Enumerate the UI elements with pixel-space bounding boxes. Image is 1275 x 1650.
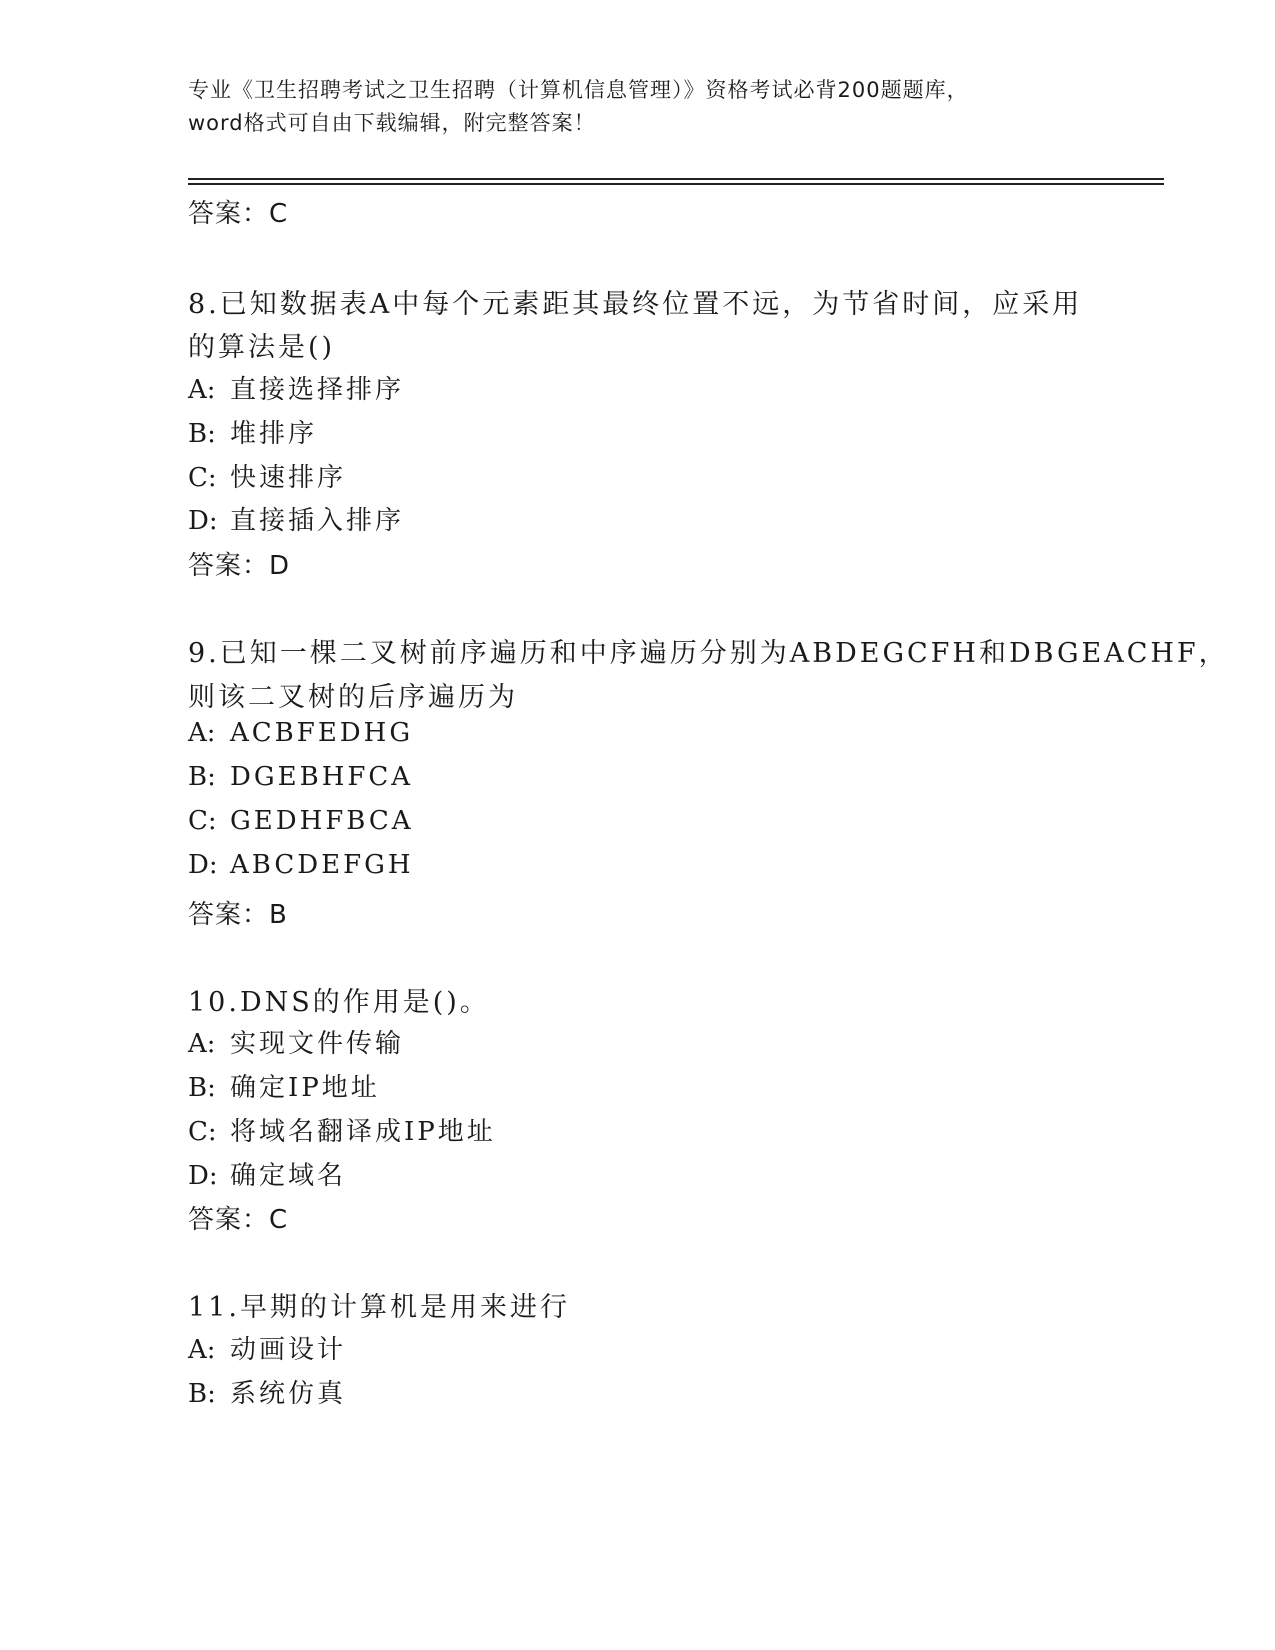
option-text: 快速排序: [230, 463, 347, 493]
question-9-option-a: [188, 718, 413, 748]
option-text: ACBFEDHG: [230, 718, 414, 748]
option-letter: D:: [188, 850, 218, 880]
option-text: 动画设计: [230, 1335, 347, 1365]
option-letter: C:: [188, 806, 217, 836]
question-10-option-a: [188, 1023, 404, 1060]
question-11-stem: 11.早期的计算机是用来进行: [188, 1292, 570, 1323]
answer-q8: 答案：D: [188, 551, 291, 581]
option-letter: D:: [188, 506, 218, 536]
document-header: [188, 74, 1088, 140]
question-8-option-b: [188, 413, 317, 450]
option-letter: A:: [188, 375, 216, 405]
answer-q10: 答案：C: [188, 1205, 289, 1235]
option-text: 确定域名: [230, 1161, 347, 1191]
question-10-option-b: [188, 1067, 380, 1104]
option-letter: A:: [188, 1029, 216, 1059]
question-11-option-b: [188, 1373, 346, 1410]
question-8-stem-line1: 8.已知数据表A中每个元素距其最终位置不远，为节省时间，应采用: [188, 289, 1083, 320]
question-8-option-c: [188, 457, 346, 494]
question-8-option-d: [188, 500, 404, 537]
option-letter: D:: [188, 1161, 218, 1191]
option-text: 系统仿真: [230, 1379, 347, 1409]
question-10-stem: 10.DNS的作用是()。: [188, 987, 490, 1018]
question-11-option-a: [188, 1329, 346, 1366]
option-letter: C:: [188, 1117, 217, 1147]
header-rule-top: [188, 178, 1164, 180]
question-9-stem-line2: 则该二叉树的后序遍历为: [188, 682, 518, 713]
option-text: 确定IP地址: [230, 1073, 380, 1103]
option-letter: B:: [188, 1073, 216, 1103]
option-letter: B:: [188, 762, 216, 792]
question-9-stem-line1: 9.已知一棵二叉树前序遍历和中序遍历分别为ABDEGCFH和DBGEACHF，: [188, 638, 1229, 669]
answer-q7: 答案：C: [188, 199, 289, 229]
answer-q9: 答案：B: [188, 900, 288, 930]
option-letter: A:: [188, 1335, 216, 1365]
question-10-option-c: [188, 1111, 496, 1148]
option-letter: A:: [188, 718, 216, 748]
option-text: GEDHFBCA: [230, 806, 414, 836]
question-8-stem-line2: 的算法是(): [188, 332, 336, 363]
question-10-option-d: [188, 1155, 346, 1192]
option-text: DGEBHFCA: [230, 762, 414, 792]
option-letter: B:: [188, 1379, 216, 1409]
option-text: 直接插入排序: [230, 506, 405, 536]
option-text: 堆排序: [230, 419, 318, 449]
header-rule-bottom: [188, 183, 1164, 185]
option-text: 将域名翻译成IP地址: [230, 1117, 496, 1147]
option-text: 直接选择排序: [230, 375, 405, 405]
question-9-option-d: [188, 850, 414, 880]
header-line-2: word格式可自由下载编辑，附完整答案！: [188, 111, 596, 135]
option-letter: C:: [188, 463, 217, 493]
option-text: 实现文件传输: [230, 1029, 405, 1059]
option-text: ABCDEFGH: [230, 850, 414, 880]
option-letter: B:: [188, 419, 216, 449]
question-9-option-c: [188, 806, 414, 836]
header-line-1: 专业《卫生招聘考试之卫生招聘（计算机信息管理）》资格考试必背200题题库，: [188, 78, 969, 102]
question-8-option-a: [188, 369, 404, 406]
question-9-option-b: [188, 762, 413, 792]
